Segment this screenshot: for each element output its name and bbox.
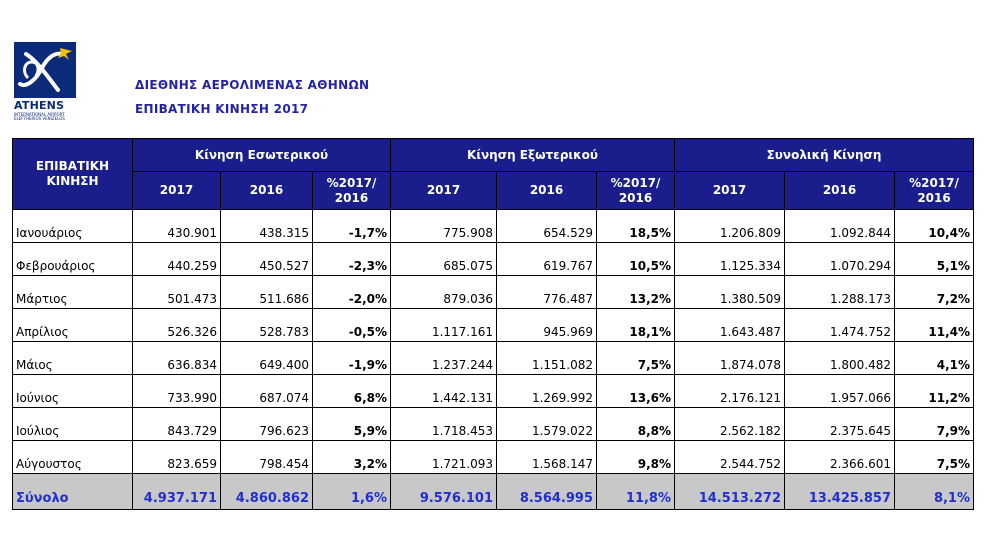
logo-subtitle-line2: ELEFTHERIOS VENIZELOS: [14, 116, 65, 121]
percent-change-cell: 7,5%: [895, 441, 974, 474]
percent-change-cell: 7,2%: [895, 276, 974, 309]
percent-change-cell: 8,8%: [597, 408, 675, 441]
logo-emblem: [14, 42, 76, 98]
passenger-count-cell: 1.579.022: [497, 408, 597, 441]
percent-change-cell: 11,2%: [895, 375, 974, 408]
passenger-count-cell: 2.562.182: [675, 408, 785, 441]
passenger-count-cell: 1.442.131: [391, 375, 497, 408]
table-row: [13, 342, 974, 375]
percent-change-cell: 4,1%: [895, 342, 974, 375]
passenger-count-cell: 1.474.752: [785, 309, 895, 342]
month-label: Ιούλιος: [13, 408, 133, 441]
percent-change-cell: -1,7%: [313, 210, 391, 243]
passenger-count-cell: 1.151.082: [497, 342, 597, 375]
passenger-count-cell: 440.259: [133, 243, 221, 276]
passenger-count-cell: 798.454: [221, 441, 313, 474]
percent-change-cell: 3,2%: [313, 441, 391, 474]
passenger-count-cell: 1.874.078: [675, 342, 785, 375]
passenger-count-cell: 1.206.809: [675, 210, 785, 243]
total-row: [13, 474, 974, 510]
sub-header-row: [13, 172, 974, 210]
passenger-count-cell: 1.800.482: [785, 342, 895, 375]
passenger-count-cell: 775.908: [391, 210, 497, 243]
percent-change-cell: 11,8%: [597, 474, 675, 510]
percent-change-cell: 1,6%: [313, 474, 391, 510]
column-header: 2016: [785, 172, 895, 210]
group-header-international: Κίνηση Εξωτερικού: [391, 139, 675, 172]
passenger-count-cell: 654.529: [497, 210, 597, 243]
percent-change-cell: 5,9%: [313, 408, 391, 441]
passenger-traffic-table: [12, 138, 974, 510]
group-header-row: [13, 139, 974, 172]
percent-change-cell: 13,6%: [597, 375, 675, 408]
page-subtitle: ΕΠΙΒΑΤΙΚΗ ΚΙΝΗΣΗ 2017: [135, 102, 309, 116]
column-header: 2016: [497, 172, 597, 210]
logo-brand-text: ATHENS: [14, 99, 65, 112]
passenger-count-cell: 843.729: [133, 408, 221, 441]
percent-change-cell: 8,1%: [895, 474, 974, 510]
passenger-count-cell: 823.659: [133, 441, 221, 474]
passenger-count-cell: 1.117.161: [391, 309, 497, 342]
passenger-count-cell: 438.315: [221, 210, 313, 243]
column-header: 2017: [391, 172, 497, 210]
passenger-count-cell: 1.380.509: [675, 276, 785, 309]
percent-change-cell: 18,5%: [597, 210, 675, 243]
passenger-count-cell: 1.568.147: [497, 441, 597, 474]
month-label: Μάιος: [13, 342, 133, 375]
passenger-count-cell: 1.718.453: [391, 408, 497, 441]
passenger-count-cell: 636.834: [133, 342, 221, 375]
corner-header: ΕΠΙΒΑΤΙΚΗ ΚΙΝΗΣΗ: [13, 139, 133, 210]
passenger-count-cell: 733.990: [133, 375, 221, 408]
percent-change-cell: 7,5%: [597, 342, 675, 375]
passenger-count-cell: 796.623: [221, 408, 313, 441]
passenger-count-cell: 13.425.857: [785, 474, 895, 510]
table-row: [13, 243, 974, 276]
passenger-count-cell: 649.400: [221, 342, 313, 375]
table-row: [13, 210, 974, 243]
passenger-count-cell: 1.721.093: [391, 441, 497, 474]
total-label: Σύνολο: [13, 474, 133, 510]
table-row: [13, 441, 974, 474]
passenger-count-cell: 9.576.101: [391, 474, 497, 510]
percent-change-cell: -1,9%: [313, 342, 391, 375]
percent-change-cell: 10,4%: [895, 210, 974, 243]
table-row: [13, 309, 974, 342]
passenger-count-cell: 1.957.066: [785, 375, 895, 408]
passenger-count-cell: 511.686: [221, 276, 313, 309]
passenger-count-cell: 528.783: [221, 309, 313, 342]
percent-change-cell: 9,8%: [597, 441, 675, 474]
percent-change-cell: -2,0%: [313, 276, 391, 309]
passenger-count-cell: 1.288.173: [785, 276, 895, 309]
percent-change-cell: 11,4%: [895, 309, 974, 342]
passenger-count-cell: 4.860.862: [221, 474, 313, 510]
passenger-count-cell: 2.544.752: [675, 441, 785, 474]
passenger-count-cell: 1.269.992: [497, 375, 597, 408]
table-row: [13, 276, 974, 309]
passenger-count-cell: 526.326: [133, 309, 221, 342]
percent-change-cell: 6,8%: [313, 375, 391, 408]
passenger-count-cell: 685.075: [391, 243, 497, 276]
passenger-count-cell: 8.564.995: [497, 474, 597, 510]
column-header: 2017: [675, 172, 785, 210]
column-header: %2017/ 2016: [313, 172, 391, 210]
table-row: [13, 375, 974, 408]
percent-change-cell: 13,2%: [597, 276, 675, 309]
month-label: Ιούνιος: [13, 375, 133, 408]
column-header: 2017: [133, 172, 221, 210]
passenger-count-cell: 1.237.244: [391, 342, 497, 375]
passenger-count-cell: 4.937.171: [133, 474, 221, 510]
logo-subtitle: [14, 113, 80, 121]
passenger-count-cell: 450.527: [221, 243, 313, 276]
table-row: [13, 408, 974, 441]
column-header: 2016: [221, 172, 313, 210]
passenger-count-cell: 1.070.294: [785, 243, 895, 276]
group-header-total: Συνολική Κίνηση: [675, 139, 974, 172]
percent-change-cell: 10,5%: [597, 243, 675, 276]
passenger-count-cell: 2.366.601: [785, 441, 895, 474]
page-title: ΔΙΕΘΝΗΣ ΑΕΡΟΛΙΜΕΝΑΣ ΑΘΗΝΩΝ: [135, 78, 370, 92]
percent-change-cell: 5,1%: [895, 243, 974, 276]
passenger-count-cell: 1.643.487: [675, 309, 785, 342]
month-label: Φεβρουάριος: [13, 243, 133, 276]
logo-subtitle-line1: INTERNATIONAL AIRPORT: [14, 112, 65, 117]
passenger-count-cell: 430.901: [133, 210, 221, 243]
passenger-count-cell: 687.074: [221, 375, 313, 408]
passenger-count-cell: 501.473: [133, 276, 221, 309]
passenger-count-cell: 2.176.121: [675, 375, 785, 408]
month-label: Ιανουάριος: [13, 210, 133, 243]
passenger-count-cell: 776.487: [497, 276, 597, 309]
column-header: %2017/ 2016: [895, 172, 974, 210]
percent-change-cell: -2,3%: [313, 243, 391, 276]
percent-change-cell: 7,9%: [895, 408, 974, 441]
passenger-count-cell: 619.767: [497, 243, 597, 276]
table-body: [13, 210, 974, 510]
passenger-count-cell: 945.969: [497, 309, 597, 342]
passenger-count-cell: 1.125.334: [675, 243, 785, 276]
month-label: Μάρτιος: [13, 276, 133, 309]
airplane-icon: [14, 42, 76, 98]
passenger-count-cell: 2.375.645: [785, 408, 895, 441]
group-header-domestic: Κίνηση Εσωτερικού: [133, 139, 391, 172]
passenger-count-cell: 14.513.272: [675, 474, 785, 510]
month-label: Απρίλιος: [13, 309, 133, 342]
percent-change-cell: -0,5%: [313, 309, 391, 342]
column-header: %2017/ 2016: [597, 172, 675, 210]
passenger-count-cell: 879.036: [391, 276, 497, 309]
percent-change-cell: 18,1%: [597, 309, 675, 342]
month-label: Αύγουστος: [13, 441, 133, 474]
passenger-count-cell: 1.092.844: [785, 210, 895, 243]
athens-airport-logo: [14, 42, 80, 122]
